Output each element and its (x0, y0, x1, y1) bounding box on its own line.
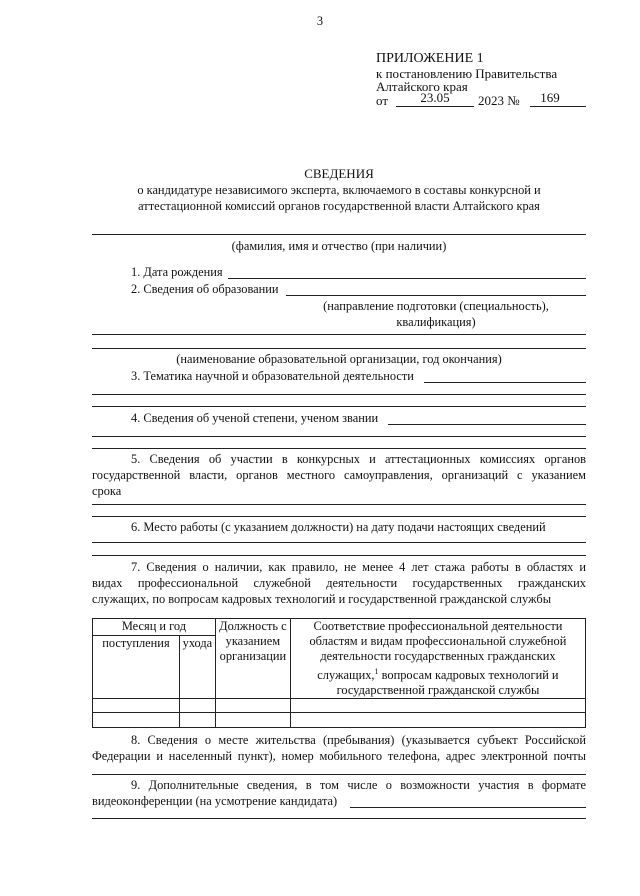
degree-line (388, 424, 586, 425)
document-subtitle-line1: о кандидатуре независимого эксперта, включаемого в составы конкурсной и (137, 183, 541, 197)
appendix-number-value: 169 (540, 90, 560, 105)
table-row (93, 713, 586, 728)
item-experience-line1: 7. Сведения о наличии, как правило, не менее 4 лет стажа работы в областях и (131, 560, 586, 574)
appendix-date-prefix: от (376, 93, 389, 108)
education-line (286, 295, 586, 296)
research-extra-line-2 (92, 406, 586, 407)
document-subtitle-line2: аттестационной комиссий органов государственной власти Алтайского края (138, 199, 540, 213)
header-month-year: Месяц и год (93, 619, 216, 636)
item-education-label: 2. Сведения об образовании (131, 282, 279, 296)
appendix-date-value: 23.05 (420, 90, 450, 105)
education-extra-line-2 (92, 348, 586, 349)
header-exit: ухода (179, 636, 215, 699)
header-match-l4b: вопросам кадровых технологий и (378, 668, 559, 683)
item-commissions-line3: срока (92, 484, 122, 498)
appendix-line1: к постановлению Правительства (376, 66, 558, 81)
table-cell[interactable] (290, 699, 585, 713)
additional-line-2 (92, 818, 586, 819)
commissions-line-2 (92, 516, 586, 517)
table-cell[interactable] (93, 699, 180, 713)
item-residence-line2: Федерации и населенный пункт), номер мобильного телефона, адрес электронной почты (92, 749, 586, 763)
item-degree-label: 4. Сведения об ученой степени, ученом звании (131, 411, 379, 425)
number-underline (530, 106, 586, 107)
item-workplace-label: 6. Место работы (с указанием должности) на дату подачи настоящих сведений (131, 520, 546, 534)
table-cell[interactable] (290, 713, 585, 728)
table-cell[interactable] (179, 713, 215, 728)
header-position-l2: указанием (225, 634, 281, 648)
header-match-l4a: служащих, (317, 668, 375, 683)
header-match-l5: государственной гражданской службы (336, 683, 540, 698)
fio-line (92, 234, 586, 235)
item-birthdate-label: 1. Дата рождения (131, 265, 223, 279)
table-cell[interactable] (93, 713, 180, 728)
research-line (424, 382, 586, 383)
table-cell[interactable] (215, 713, 290, 728)
item-additional-line2: видеоконференции (на усмотрение кандидата) (92, 794, 338, 808)
footnote-marker: 1 (374, 667, 379, 676)
header-match (290, 619, 585, 699)
header-match-l3: деятельности государственных гражданских (320, 649, 556, 663)
document-title: СВЕДЕНИЯ (304, 166, 374, 181)
item-residence-line1: 8. Сведения о месте жительства (пребывания) (указывается субъект Российской (131, 733, 586, 747)
header-match-l1: Соответствие профессиональной деятельности (313, 619, 563, 633)
header-entry: поступления (93, 636, 180, 699)
item-research-label: 3. Тематика научной и образовательной деятельности (131, 369, 414, 383)
appendix-line2: Алтайского края (376, 79, 468, 94)
table-header-row (93, 619, 586, 636)
appendix-year: 2023 № (478, 93, 520, 108)
header-position-l3: организации (219, 649, 287, 663)
header-position (215, 619, 290, 699)
header-match-l2: областям и видам профессиональной служебной (309, 634, 567, 648)
research-extra-line-1 (92, 394, 586, 395)
degree-extra-line-1 (92, 436, 586, 437)
page-number: 3 (316, 14, 324, 28)
header-position-l1: Должность с (219, 619, 287, 633)
additional-line-1 (350, 807, 586, 808)
experience-table (92, 618, 586, 728)
workplace-line-2 (92, 555, 586, 556)
table-cell[interactable] (215, 699, 290, 713)
education-extra-line-1 (92, 334, 586, 335)
education-caption-line2: квалификация) (396, 315, 476, 329)
residence-line (92, 774, 586, 775)
education-caption-line1: (направление подготовки (специальность), (323, 299, 549, 313)
institution-caption: (наименование образовательной организации, год окончания) (176, 352, 502, 366)
workplace-line-1 (92, 542, 586, 543)
item-commissions-line1: 5. Сведения об участии в конкурсных и аттестационных комиссиях органов (131, 452, 586, 466)
appendix-title: ПРИЛОЖЕНИЕ 1 (376, 51, 484, 66)
item-commissions-line2: государственной власти, органов местного самоуправления, организаций с указанием (92, 468, 586, 482)
item-experience-line3: служащих, по вопросам кадровых технологий и государственной гражданской службы (92, 592, 552, 606)
table-cell[interactable] (179, 699, 215, 713)
birthdate-line (228, 278, 586, 279)
fio-caption: (фамилия, имя и отчество (при наличии) (231, 239, 447, 253)
commissions-line-1 (92, 504, 586, 505)
date-underline (396, 106, 474, 107)
item-experience-line2: видах профессиональной служебной деятельности государственных гражданских (92, 576, 586, 590)
header-match-l4 (293, 664, 583, 683)
degree-extra-line-2 (92, 448, 586, 449)
table-row (93, 699, 586, 713)
item-additional-line1: 9. Дополнительные сведения, в том числе о возможности участия в формате (131, 778, 586, 792)
